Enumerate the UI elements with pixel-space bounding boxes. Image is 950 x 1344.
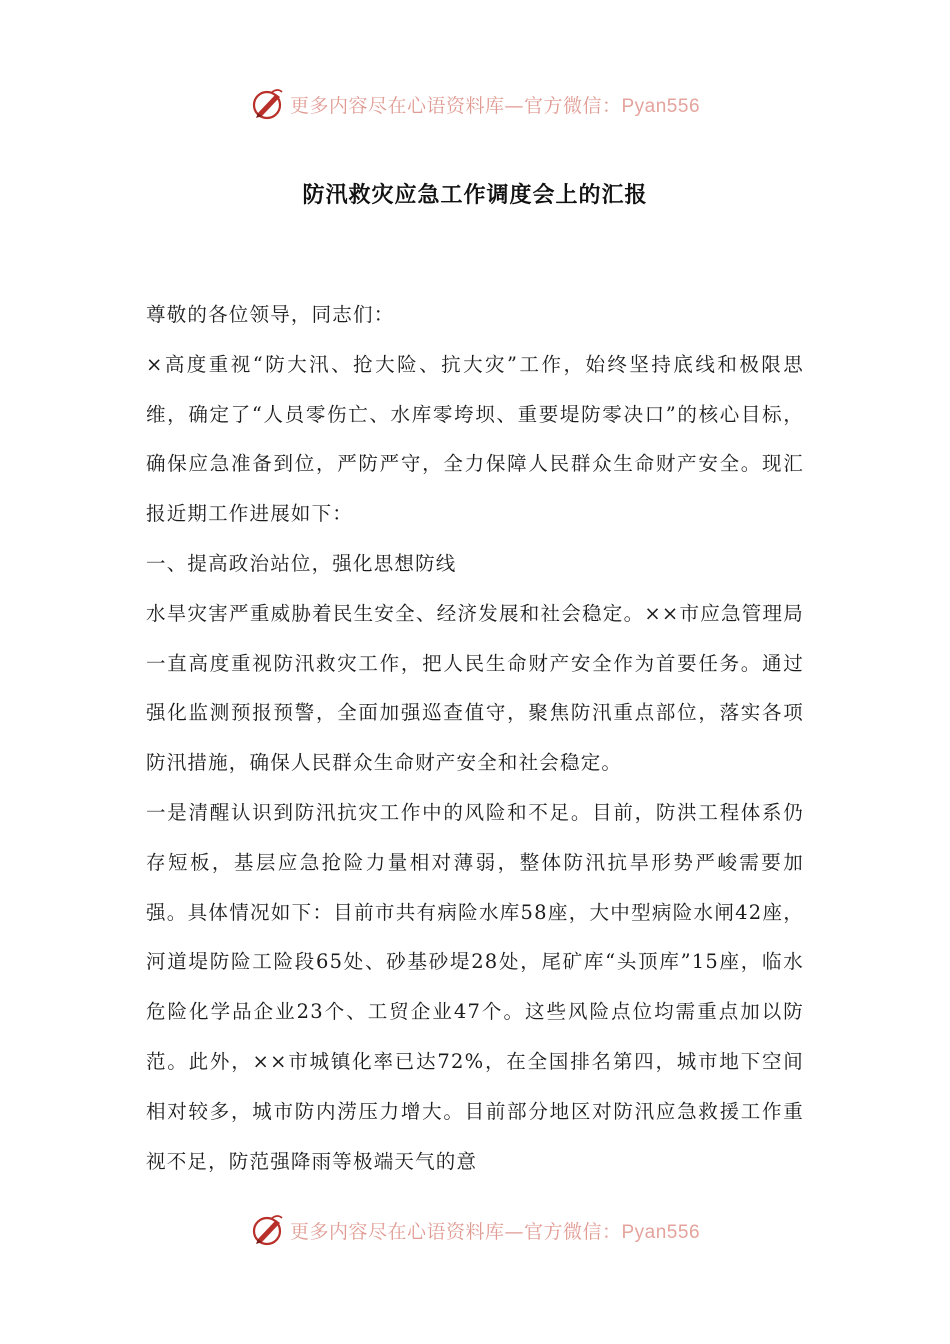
document-body: [146, 290, 804, 1186]
intro-paragraph: ×高度重视“防大汛、抢大险、抗大灾”工作，始终坚持底线和极限思维，确定了“人员零伤亡、水库零垮坝、重要堤防零决口”的核心目标，确保应急准备到位，严防严守，全力保障人民群众生命财产安全。现汇报近期工作进展如下：: [146, 352, 804, 526]
header-watermark-banner: [0, 84, 950, 124]
footer-wechat-id: Pyan556: [621, 1221, 701, 1243]
pen-logo-icon: [250, 1212, 286, 1248]
point-one-paragraph: 一是清醒认识到防汛抗灾工作中的风险和不足。目前，防洪工程体系仍存短板，基层应急抢险力量相对薄弱，整体防汛抗旱形势严峻需要加强。具体情况如下：目前市共有病险水库58座，大中型病险水闸42座，河道堤防险工险段65处、砂基砂堤28处，尾矿库“头顶库”15座，临水危险化学品企业23个、工贸企业47个。这些风险点位均需重点加以防范。此外，××市城镇化率已达72%，在全国排名第四，城市地下空间相对较多，城市防内涝压力增大。目前部分地区对防汛应急救援工作重视不足，防范强降雨等极端天气的意: [146, 800, 804, 1173]
footer-banner-text: 更多内容尽在心语资料库—官方微信：Pyan556: [289, 1220, 701, 1243]
header-wechat-id: Pyan556: [621, 95, 701, 117]
header-banner-text: 更多内容尽在心语资料库—官方微信：Pyan556: [289, 94, 701, 117]
section-paragraph: 水旱灾害严重威胁着民生安全、经济发展和社会稳定。××市应急管理局一直高度重视防汛救灾工作，把人民生命财产安全作为首要任务。通过强化监测预报预警，全面加强巡查值守，聚焦防汛重点部位，落实各项防汛措施，确保人民群众生命财产安全和社会稳定。: [146, 601, 804, 775]
salutation: 尊敬的各位领导，同志们：: [146, 303, 395, 326]
section-heading: 一、提高政治站位，强化思想防线: [146, 551, 457, 575]
document-title: 防汛救灾应急工作调度会上的汇报: [302, 183, 648, 208]
footer-watermark-banner: [0, 1210, 950, 1250]
pen-logo-icon: [250, 86, 286, 122]
